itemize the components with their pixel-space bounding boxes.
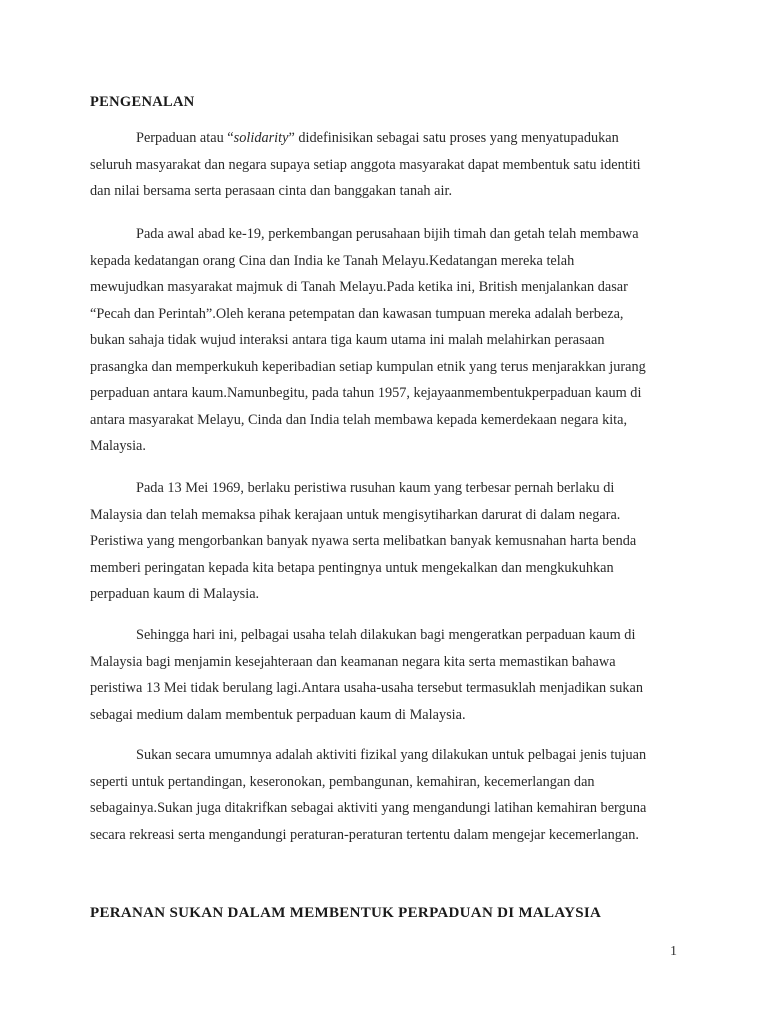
paragraph-line: prasangka dan memperkukuh keperibadian setiap kumpulan etnik yang terus menjarakkan jurang — [90, 358, 646, 375]
section-heading-pengenalan: PENGENALAN — [90, 94, 195, 110]
paragraph-line: Sehingga hari ini, pelbagai usaha telah dilakukan bagi mengeratkan perpaduan kaum di — [136, 627, 636, 643]
paragraph-5 — [90, 742, 680, 848]
paragraph-line: “Pecah dan Perintah”.Oleh kerana petempatan dan kawasan tumpuan mereka adalah berbeza, — [90, 305, 624, 322]
paragraph-4 — [90, 622, 680, 728]
paragraph-1 — [90, 125, 680, 205]
paragraph-2 — [90, 221, 680, 460]
paragraph-line: antara masyarakat Melayu, Cinda dan India telah membawa kepada kemerdekaan negara kita, — [90, 411, 628, 428]
paragraph-line: perpaduan kaum di Malaysia. — [90, 586, 260, 602]
paragraph-line: memberi peringatan kepada kita betapa pentingnya untuk mengekalkan dan mengkukuhkan — [90, 559, 614, 576]
paragraph-line: bukan sahaja tidak wujud interaksi antara tiga kaum utama ini malah melahirkan perasaan — [90, 332, 605, 348]
paragraph-line: Malaysia dan telah memaksa pihak kerajaan untuk mengisytiharkan darurat di dalam negara. — [90, 506, 621, 523]
paragraph-line: sebagainya.Sukan juga ditakrifkan sebagai aktiviti yang mengandungi latihan kemahiran berguna — [90, 800, 647, 816]
paragraph-line: kepada kedatangan orang Cina dan India ke Tanah Melayu.Kedatangan mereka telah — [90, 252, 575, 269]
page-number: 1 — [670, 944, 677, 959]
paragraph-line: Sukan secara umumnya adalah aktiviti fizikal yang dilakukan untuk pelbagai jenis tujuan — [136, 747, 647, 763]
paragraph-line: Malaysia. — [90, 438, 146, 454]
paragraph-line: Malaysia bagi menjamin kesejahteraan dan keamanan negara kita serta memastikan bahawa — [90, 653, 616, 670]
paragraph-line: sebagai medium dalam membentuk perpaduan kaum di Malaysia. — [90, 706, 466, 723]
paragraph-line: peristiwa 13 Mei tidak berulang lagi.Antara usaha-usaha tersebut termasuklah menjadikan sukan — [90, 680, 644, 696]
paragraph-line: mewujudkan masyarakat majmuk di Tanah Melayu.Pada ketika ini, British menjalankan dasar — [90, 279, 628, 295]
paragraph-line: Perpaduan atau “solidarity” didefinisikan sebagai satu proses yang menyatupadukan — [136, 130, 619, 146]
paragraph-line: seluruh masyarakat dan negara supaya setiap anggota masyarakat dapat membentuk satu identiti — [90, 156, 641, 173]
italic-term: solidarity — [233, 130, 289, 146]
paragraph-3 — [90, 475, 680, 608]
paragraph-line: Pada awal abad ke-19, perkembangan perusahaan bijih timah dan getah telah membawa — [136, 226, 639, 242]
paragraph-line: seperti untuk pertandingan, keseronokan, pembangunan, kemahiran, kecemerlangan dan — [90, 773, 595, 790]
paragraph-line: Peristiwa yang mengorbankan banyak nyawa serta melibatkan banyak kemusnahan harta benda — [90, 533, 637, 549]
section-heading-peranan-sukan: PERANAN SUKAN DALAM MEMBENTUK PERPADUAN DI MALAYSIA — [90, 905, 602, 921]
paragraph-line: dan nilai bersama serta perasaan cinta dan banggakan tanah air. — [90, 183, 453, 199]
paragraph-line: perpaduan antara kaum.Namunbegitu, pada tahun 1957, kejayaanmembentukperpaduan kaum di — [90, 385, 642, 401]
paragraph-line: secara rekreasi serta mengandungi peraturan-peraturan tertentu dalam mengejar kecemerlangan. — [90, 826, 639, 843]
paragraph-line: Pada 13 Mei 1969, berlaku peristiwa rusuhan kaum yang terbesar pernah berlaku di — [136, 480, 615, 496]
